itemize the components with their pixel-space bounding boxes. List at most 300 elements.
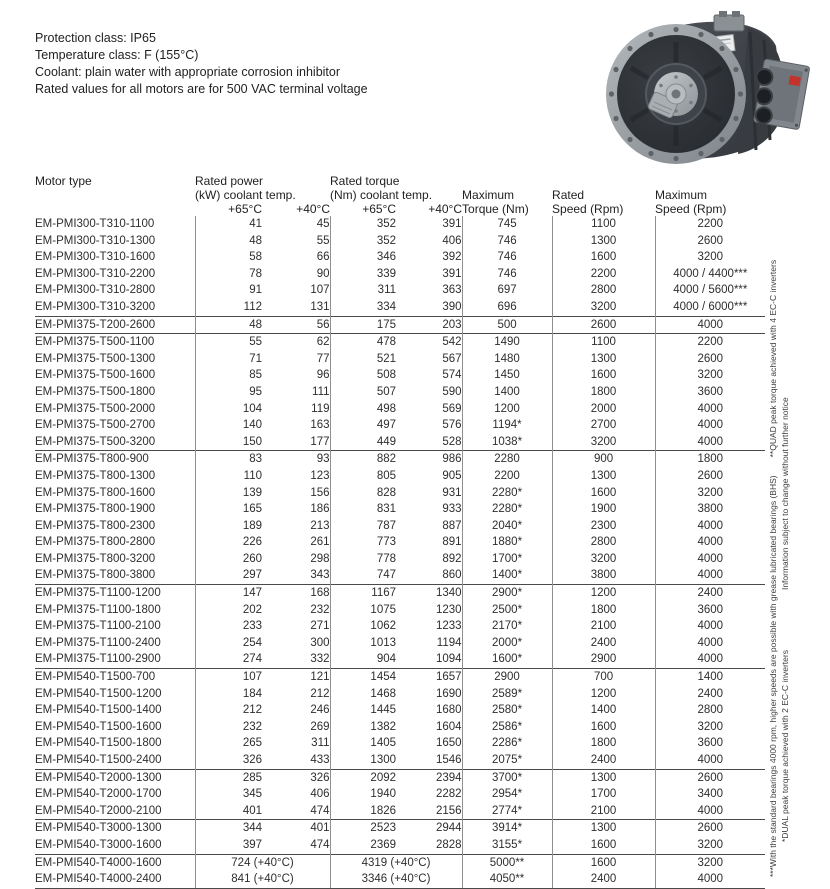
max-torque-cell: 3155* bbox=[462, 837, 552, 854]
max-speed-cell: 3200 bbox=[655, 249, 765, 266]
power-65-cell: 345 bbox=[195, 786, 262, 803]
torque-40-cell: 931 bbox=[442, 486, 462, 499]
motor-spec-table bbox=[35, 173, 765, 889]
power-40-cell: 326 bbox=[262, 769, 330, 786]
max-torque-cell: 2774* bbox=[462, 803, 552, 820]
max-torque-cell: 2000* bbox=[462, 635, 552, 652]
table-row bbox=[35, 702, 765, 719]
rated-speed-cell: 2000 bbox=[552, 401, 655, 418]
rated-speed-cell: 1600 bbox=[552, 249, 655, 266]
torque-40-cell: 2944 bbox=[396, 820, 462, 837]
table-row bbox=[35, 501, 765, 518]
torque-65-cell: 508 bbox=[330, 367, 396, 384]
power-40-cell: 401 bbox=[262, 820, 330, 837]
table-row bbox=[35, 854, 765, 871]
power-65-cell: 274 bbox=[195, 651, 262, 668]
max-speed-cell: 2600 bbox=[655, 769, 765, 786]
torque-40-cell: 1546 bbox=[435, 754, 462, 766]
rated-speed-cell: 2100 bbox=[552, 618, 655, 635]
info-line: Coolant: plain water with appropriate corrosion inhibitor bbox=[35, 65, 341, 79]
table-row bbox=[35, 417, 765, 434]
rated-speed-cell: 1900 bbox=[552, 501, 655, 518]
power-65-cell: 260 bbox=[195, 551, 262, 568]
power-65-cell: 139 bbox=[195, 485, 262, 502]
power-40-cell: 300 bbox=[310, 636, 330, 649]
max-speed-cell: 4000 / 5600*** bbox=[655, 282, 765, 299]
info-line: Protection class: IP65 bbox=[35, 31, 156, 45]
rated-speed-cell: 3200 bbox=[552, 551, 655, 568]
max-torque-cell: 2954* bbox=[462, 786, 552, 803]
max-speed-cell: 2400 bbox=[655, 686, 765, 703]
power-40-cell: 163 bbox=[310, 419, 330, 432]
torque-40-cell: 1604 bbox=[435, 720, 462, 733]
max-torque-cell: 1700* bbox=[462, 551, 552, 568]
max-torque-cell: 2500* bbox=[462, 602, 552, 619]
power-65-cell: 285 bbox=[195, 769, 262, 786]
table-row bbox=[35, 585, 765, 602]
terminal-block bbox=[714, 11, 744, 31]
power-40-cell: 131 bbox=[310, 300, 330, 313]
torque-40-cell: 1194 bbox=[436, 636, 462, 649]
rated-speed-cell: 2900 bbox=[552, 651, 655, 668]
max-torque-cell: 2286* bbox=[462, 735, 552, 752]
max-speed-cell: 3800 bbox=[655, 501, 765, 518]
rated-speed-cell: 1300 bbox=[552, 233, 655, 250]
power-40-cell: 332 bbox=[310, 653, 330, 666]
power-65-cell: 71 bbox=[195, 351, 262, 368]
rated-speed-cell: 1400 bbox=[552, 702, 655, 719]
max-speed-cell: 4000 bbox=[655, 401, 765, 418]
power-40-cell: 474 bbox=[310, 804, 330, 817]
table-row bbox=[35, 249, 765, 266]
footnote-quad: **QUAD peak torque achieved with 4 EC-C inverters bbox=[768, 259, 778, 458]
torque-65-cell: 1300 bbox=[330, 752, 396, 769]
table-row bbox=[35, 534, 765, 551]
max-speed-cell: 3400 bbox=[655, 786, 765, 803]
power-40-cell: 433 bbox=[310, 754, 330, 766]
torque-40-cell: 1340 bbox=[396, 585, 462, 602]
torque-40-cell: 860 bbox=[442, 569, 462, 582]
header-torque-unit: (Nm) coolant temp. bbox=[330, 188, 433, 202]
motor-type-cell: EM-PMI375-T800-1900 bbox=[35, 503, 156, 516]
max-speed-cell: 2400 bbox=[655, 585, 765, 602]
max-torque-cell: 1194* bbox=[462, 417, 552, 434]
max-speed-cell: 3200 bbox=[655, 719, 765, 736]
power-65-cell: 344 bbox=[195, 820, 262, 837]
torque-40-cell: 590 bbox=[442, 385, 462, 398]
power-40-cell: 96 bbox=[316, 369, 330, 382]
torque-40-cell: 1690 bbox=[435, 687, 462, 700]
power-40-cell: 55 bbox=[316, 234, 330, 247]
max-torque-cell: 500 bbox=[462, 316, 552, 334]
max-torque-cell: 1880* bbox=[462, 534, 552, 551]
max-torque-cell: 746 bbox=[462, 233, 552, 250]
max-speed-cell: 4000 bbox=[655, 534, 765, 551]
max-speed-cell: 1400 bbox=[655, 669, 765, 686]
motor-type-cell: EM-PMI540-T1500-1800 bbox=[35, 737, 162, 750]
torque-40-cell: 1230 bbox=[435, 603, 462, 616]
torque-65-cell: 352 bbox=[330, 233, 396, 250]
header-max-speed: Maximum bbox=[655, 188, 708, 202]
empty-header-cell bbox=[462, 173, 552, 188]
max-torque-cell: 2900* bbox=[462, 585, 552, 602]
rated-speed-cell: 3200 bbox=[552, 434, 655, 451]
power-40-cell: 343 bbox=[310, 569, 330, 582]
rated-speed-cell: 2700 bbox=[552, 417, 655, 434]
table-row bbox=[35, 299, 765, 316]
power-65-cell: 112 bbox=[195, 299, 262, 316]
rated-speed-cell: 1300 bbox=[552, 351, 655, 368]
motor-type-cell: EM-PMI375-T800-3200 bbox=[35, 552, 156, 565]
power-65-cell: 41 bbox=[195, 216, 262, 233]
max-torque-cell: 1200 bbox=[462, 401, 552, 418]
table-row bbox=[35, 769, 765, 786]
motor-type-cell: EM-PMI375-T500-1800 bbox=[35, 385, 156, 398]
header-rated-power: Rated power bbox=[195, 174, 264, 188]
torque-65-cell: 507 bbox=[330, 384, 396, 401]
torque-65-cell: 831 bbox=[330, 501, 396, 518]
max-speed-cell: 4000 bbox=[655, 871, 765, 888]
power-65-cell: 55 bbox=[195, 334, 262, 351]
red-label bbox=[789, 75, 801, 86]
power-65-cell: 212 bbox=[195, 702, 262, 719]
torque-65-cell: 352 bbox=[330, 216, 396, 233]
max-torque-cell: 2580* bbox=[462, 702, 552, 719]
max-torque-cell: 2040* bbox=[462, 518, 552, 535]
rated-speed-cell: 2400 bbox=[552, 871, 655, 888]
power-65-cell: 397 bbox=[195, 837, 262, 854]
motor-type-cell: EM-PMI375-T1100-1800 bbox=[35, 603, 161, 616]
power-40-cell: 45 bbox=[316, 218, 330, 230]
rated-speed-cell: 1800 bbox=[552, 735, 655, 752]
motor-type-cell: EM-PMI375-T800-3800 bbox=[35, 569, 156, 582]
torque-65-cell: 778 bbox=[330, 551, 396, 568]
table-row bbox=[35, 334, 765, 351]
power-40-cell: 261 bbox=[310, 536, 330, 549]
torque-65-cell: 311 bbox=[330, 282, 396, 299]
motor-type-cell: EM-PMI375-T500-1600 bbox=[35, 369, 156, 382]
table-row bbox=[35, 316, 765, 334]
power-65-cell: 147 bbox=[195, 585, 262, 602]
max-torque-cell: 2170* bbox=[462, 618, 552, 635]
max-torque-cell: 2900 bbox=[462, 669, 552, 686]
rated-speed-cell: 2800 bbox=[552, 282, 655, 299]
torque-65-cell: 1940 bbox=[330, 786, 396, 803]
rated-speed-cell: 1700 bbox=[552, 786, 655, 803]
footnote-change: Information subject to change without further notice bbox=[780, 397, 790, 591]
torque-merged-cell: 3346 (+40°C) bbox=[330, 871, 462, 888]
max-speed-cell: 3200 bbox=[655, 837, 765, 854]
torque-65-cell: 478 bbox=[330, 334, 396, 351]
torque-40-cell: 1650 bbox=[435, 737, 462, 750]
power-65-cell: 95 bbox=[195, 384, 262, 401]
max-torque-cell: 3914* bbox=[462, 820, 552, 837]
torque-65-cell: 334 bbox=[330, 299, 396, 316]
torque-65-cell: 498 bbox=[330, 401, 396, 418]
power-40-cell: 90 bbox=[316, 267, 330, 280]
power-65-cell: 48 bbox=[195, 316, 262, 334]
table-row bbox=[35, 803, 765, 820]
max-torque-cell: 746 bbox=[462, 249, 552, 266]
table-row bbox=[35, 752, 765, 769]
torque-65-cell: 747 bbox=[330, 567, 396, 584]
empty-header-cell bbox=[655, 173, 765, 188]
max-speed-cell: 4000 bbox=[655, 567, 765, 584]
power-65-cell: 401 bbox=[195, 803, 262, 820]
max-speed-cell: 4000 bbox=[655, 803, 765, 820]
max-torque-cell: 2280 bbox=[462, 451, 552, 468]
torque-40-cell: 406 bbox=[442, 234, 462, 247]
max-torque-cell: 1400* bbox=[462, 567, 552, 584]
max-speed-cell: 4000 bbox=[655, 316, 765, 334]
torque-65-cell: 346 bbox=[330, 249, 396, 266]
torque-65-cell: 2523 bbox=[330, 820, 396, 837]
torque-65-cell: 1468 bbox=[330, 686, 396, 703]
header-max-torque: Maximum bbox=[462, 188, 515, 202]
motor-type-cell: EM-PMI540-T3000-1300 bbox=[35, 820, 195, 837]
max-speed-cell: 4000 / 6000*** bbox=[655, 299, 765, 316]
rated-speed-cell: 1300 bbox=[552, 468, 655, 485]
max-speed-cell: 1800 bbox=[655, 451, 765, 468]
table-row bbox=[35, 786, 765, 803]
power-40-cell: 311 bbox=[311, 737, 330, 750]
motor-type-cell: EM-PMI540-T2000-2100 bbox=[35, 804, 162, 817]
torque-40-cell: 569 bbox=[442, 402, 462, 415]
table-row bbox=[35, 401, 765, 418]
power-65-cell: 326 bbox=[195, 752, 262, 769]
torque-65-cell: 1454 bbox=[330, 669, 396, 686]
front-flange bbox=[606, 24, 746, 164]
torque-40-cell: 391 bbox=[442, 218, 462, 230]
torque-65-cell: 497 bbox=[330, 417, 396, 434]
power-40-cell: 123 bbox=[310, 469, 330, 482]
max-speed-cell: 4000 bbox=[655, 434, 765, 451]
torque-40-cell: 528 bbox=[442, 435, 462, 448]
table-row bbox=[35, 451, 765, 468]
motor-type-cell: EM-PMI375-T500-3200 bbox=[35, 435, 156, 448]
max-torque-cell: 2280* bbox=[462, 485, 552, 502]
motor-type-cell: EM-PMI375-T800-900 bbox=[35, 451, 195, 468]
power-65-cell: 232 bbox=[195, 719, 262, 736]
header-torque-40: +40°C bbox=[428, 202, 463, 216]
motor-type-cell: EM-PMI540-T1500-1600 bbox=[35, 720, 162, 733]
motor-type-cell: EM-PMI375-T500-2700 bbox=[35, 419, 156, 432]
motor-type-cell: EM-PMI540-T1500-1400 bbox=[35, 704, 162, 717]
motor-type-cell: EM-PMI540-T1500-2400 bbox=[35, 754, 162, 766]
table-row bbox=[35, 282, 765, 299]
torque-40-cell: 2156 bbox=[435, 804, 462, 817]
power-merged-cell: 841 (+40°C) bbox=[195, 871, 330, 888]
torque-65-cell: 882 bbox=[330, 451, 396, 468]
power-40-cell: 271 bbox=[310, 620, 330, 633]
max-torque-cell: 3700* bbox=[462, 769, 552, 786]
torque-65-cell: 805 bbox=[330, 468, 396, 485]
header-power-40: +40°C bbox=[296, 202, 331, 216]
table-row bbox=[35, 216, 765, 233]
table-row bbox=[35, 351, 765, 368]
header-power-65: +65°C bbox=[228, 202, 262, 216]
table-row bbox=[35, 485, 765, 502]
header-rated-speed: Rated bbox=[552, 188, 585, 202]
table-row bbox=[35, 468, 765, 485]
torque-65-cell: 1826 bbox=[330, 803, 396, 820]
max-speed-cell: 3200 bbox=[655, 485, 765, 502]
torque-65-cell: 339 bbox=[330, 266, 396, 283]
table-row bbox=[35, 735, 765, 752]
max-speed-cell: 3600 bbox=[655, 602, 765, 619]
motor-type-cell: EM-PMI540-T2000-1300 bbox=[35, 769, 195, 786]
table-row bbox=[35, 686, 765, 703]
rated-speed-cell: 1600 bbox=[552, 719, 655, 736]
spec-table-header bbox=[35, 173, 765, 216]
power-40-cell: 77 bbox=[316, 352, 330, 365]
torque-65-cell: 1075 bbox=[330, 602, 396, 619]
power-40-cell: 119 bbox=[311, 402, 330, 415]
rated-speed-cell: 1600 bbox=[552, 485, 655, 502]
power-merged-cell: 724 (+40°C) bbox=[195, 854, 330, 871]
motor-type-cell: EM-PMI375-T1100-2900 bbox=[35, 653, 161, 666]
torque-65-cell: 773 bbox=[330, 534, 396, 551]
rated-speed-cell: 2300 bbox=[552, 518, 655, 535]
power-65-cell: 165 bbox=[195, 501, 262, 518]
power-40-cell: 177 bbox=[310, 435, 330, 448]
table-row bbox=[35, 820, 765, 837]
motor-type-cell: EM-PMI375-T1100-2400 bbox=[35, 636, 161, 649]
info-line: Temperature class: F (155°C) bbox=[35, 48, 199, 62]
table-row bbox=[35, 719, 765, 736]
motor-type-cell: EM-PMI300-T310-1600 bbox=[35, 251, 156, 264]
rated-speed-cell: 2200 bbox=[552, 266, 655, 283]
torque-65-cell: 1013 bbox=[330, 635, 396, 652]
torque-65-cell: 1382 bbox=[330, 719, 396, 736]
torque-40-cell: 576 bbox=[442, 419, 462, 432]
rated-speed-cell: 1200 bbox=[552, 686, 655, 703]
torque-65-cell: 1405 bbox=[330, 735, 396, 752]
power-65-cell: 297 bbox=[195, 567, 262, 584]
motor-type-cell: EM-PMI375-T200-2600 bbox=[35, 316, 195, 334]
motor-type-cell: EM-PMI375-T800-2800 bbox=[35, 536, 156, 549]
max-speed-cell: 4000 bbox=[655, 618, 765, 635]
header-rated-speed-unit: Speed (Rpm) bbox=[552, 202, 624, 216]
torque-40-cell: 986 bbox=[396, 451, 462, 468]
power-40-cell: 213 bbox=[310, 519, 330, 532]
rated-speed-cell: 1800 bbox=[552, 384, 655, 401]
torque-65-cell: 449 bbox=[330, 434, 396, 451]
power-40-cell: 232 bbox=[310, 603, 330, 616]
header-max-speed-unit: Speed (Rpm) bbox=[655, 202, 727, 216]
max-speed-cell: 2800 bbox=[655, 702, 765, 719]
power-40-cell: 474 bbox=[310, 838, 330, 851]
motor-type-cell: EM-PMI375-T800-1600 bbox=[35, 486, 156, 499]
torque-65-cell: 1062 bbox=[330, 618, 396, 635]
power-40-cell: 62 bbox=[262, 334, 330, 351]
torque-40-cell: 2394 bbox=[396, 769, 462, 786]
power-40-cell: 93 bbox=[262, 451, 330, 468]
table-row bbox=[35, 518, 765, 535]
rated-speed-cell: 2400 bbox=[552, 752, 655, 769]
motor-type-cell: EM-PMI300-T310-2200 bbox=[35, 267, 156, 280]
max-speed-cell: 2200 bbox=[655, 216, 765, 233]
power-65-cell: 189 bbox=[195, 518, 262, 535]
power-65-cell: 184 bbox=[195, 686, 262, 703]
max-torque-cell: 746 bbox=[462, 266, 552, 283]
torque-40-cell: 574 bbox=[442, 369, 462, 382]
torque-40-cell: 1233 bbox=[435, 620, 462, 633]
motor-type-cell: EM-PMI540-T1500-700 bbox=[35, 669, 195, 686]
power-65-cell: 83 bbox=[195, 451, 262, 468]
max-torque-cell: 697 bbox=[462, 282, 552, 299]
power-65-cell: 85 bbox=[195, 367, 262, 384]
power-65-cell: 110 bbox=[195, 468, 262, 485]
rated-speed-cell: 2800 bbox=[552, 534, 655, 551]
motor-type-cell: EM-PMI540-T1500-1200 bbox=[35, 687, 162, 700]
power-40-cell: 56 bbox=[262, 316, 330, 334]
power-65-cell: 48 bbox=[195, 233, 262, 250]
max-torque-cell: 2075* bbox=[462, 752, 552, 769]
power-65-cell: 91 bbox=[195, 282, 262, 299]
power-40-cell: 212 bbox=[310, 687, 330, 700]
motor-type-cell: EM-PMI375-T500-1100 bbox=[35, 334, 195, 351]
table-row bbox=[35, 837, 765, 854]
max-speed-cell: 2600 bbox=[655, 468, 765, 485]
torque-40-cell: 567 bbox=[442, 352, 462, 365]
power-65-cell: 58 bbox=[195, 249, 262, 266]
power-65-cell: 233 bbox=[195, 618, 262, 635]
header-torque-65: +65°C bbox=[362, 202, 397, 216]
power-65-cell: 140 bbox=[195, 417, 262, 434]
rated-speed-cell: 1100 bbox=[552, 216, 655, 233]
rated-speed-cell: 1100 bbox=[552, 334, 655, 351]
power-65-cell: 78 bbox=[195, 266, 262, 283]
max-speed-cell: 2200 bbox=[655, 334, 765, 351]
max-speed-cell: 3600 bbox=[655, 735, 765, 752]
power-40-cell: 111 bbox=[312, 385, 330, 398]
motor-type-cell: EM-PMI300-T310-2800 bbox=[35, 284, 156, 297]
power-65-cell: 254 bbox=[195, 635, 262, 652]
rated-speed-cell: 3200 bbox=[552, 299, 655, 316]
header-motor-type: Motor type bbox=[35, 174, 92, 188]
power-40-cell: 406 bbox=[310, 788, 330, 801]
power-40-cell: 246 bbox=[310, 704, 330, 717]
power-40-cell: 107 bbox=[310, 284, 330, 297]
power-40-cell: 186 bbox=[310, 503, 330, 516]
empty-header-cell bbox=[552, 173, 655, 188]
table-row bbox=[35, 567, 765, 584]
table-row bbox=[35, 434, 765, 451]
max-torque-cell: 1038* bbox=[462, 434, 552, 451]
torque-40-cell: 390 bbox=[442, 300, 462, 313]
table-row bbox=[35, 651, 765, 668]
max-torque-cell: 5000** bbox=[462, 854, 552, 871]
max-speed-cell: 4000 bbox=[655, 518, 765, 535]
rated-speed-cell: 1600 bbox=[552, 854, 655, 871]
motor-type-cell: EM-PMI300-T310-3200 bbox=[35, 300, 156, 313]
max-torque-cell: 1480 bbox=[462, 351, 552, 368]
max-speed-cell: 4000 bbox=[655, 551, 765, 568]
max-speed-cell: 4000 bbox=[655, 635, 765, 652]
motor-type-cell: EM-PMI375-T800-1300 bbox=[35, 469, 156, 482]
max-speed-cell: 2600 bbox=[655, 233, 765, 250]
torque-40-cell: 905 bbox=[442, 469, 462, 482]
torque-40-cell: 2828 bbox=[435, 838, 462, 851]
torque-40-cell: 203 bbox=[396, 316, 462, 334]
torque-40-cell: 933 bbox=[442, 503, 462, 516]
max-torque-cell: 2586* bbox=[462, 719, 552, 736]
max-torque-cell: 1600* bbox=[462, 651, 552, 668]
rated-speed-cell: 1600 bbox=[552, 367, 655, 384]
rated-speed-cell: 700 bbox=[552, 669, 655, 686]
torque-65-cell: 828 bbox=[330, 485, 396, 502]
